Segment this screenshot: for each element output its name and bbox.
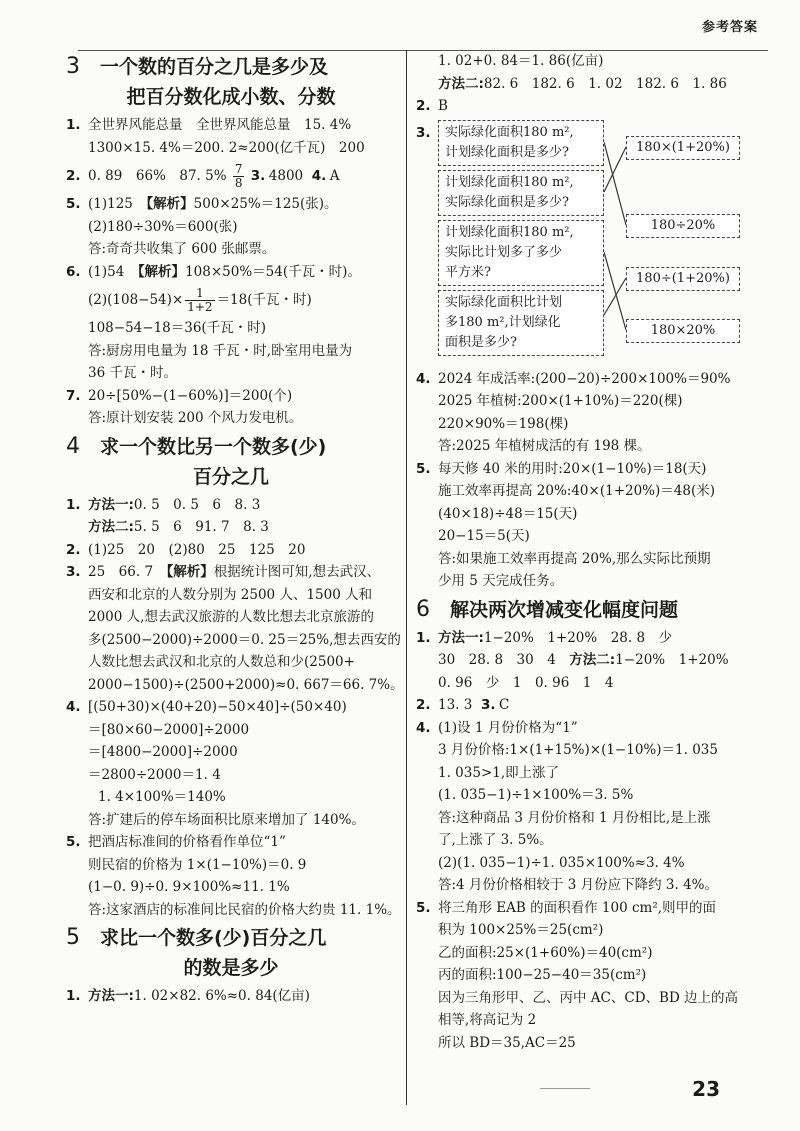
match-left-box-1: 实际绿化面积180 m², 计划绿化面积是多少?	[438, 120, 604, 166]
s4-question-3: 3. 25 66. 7 【解析】根据统计图可知,想去武汉、 西安和北京的人数分别为 2500 人、1500 人和 2000 人,想去武汉旅游的人数比想去北京旅游的 多(2500−2000)÷2000＝0. 25＝25%,想去西安的 人数比想去武汉和北京的人数总和少(2500+ 2000−1500)÷(2500+2000)≈0. 667＝66. 7%。	[66, 564, 404, 693]
s5-question-4: 4. 2024 年成活率:(200−20)÷200×100%＝90% 2025 年植树:200×(1+10%)＝220(棵) 220×90%＝198(棵) 答:2025 年植树成活的有 198 棵。	[416, 370, 731, 454]
section-4-title: 4 求一个数比另一个数多(少) 百分之几	[66, 433, 327, 488]
column-divider	[406, 50, 407, 1105]
match-right-box-2: 180÷20%	[626, 214, 740, 238]
s5-question-3-matching: 3. 实际绿化面积180 m², 计划绿化面积是多少? 计划绿化面积180 m², 实际绿化面积是多少? 计划绿化面积180 m², 实际比计划多了多少 平方米? 实际绿化面积比计划 多180 m²,计划绿化 面积是多少? 180×(1+20%) 180÷20% 180÷(1+20%) 180×20%	[416, 120, 746, 364]
match-left-box-3: 计划绿化面积180 m², 实际比计划多了多少 平方米?	[438, 220, 604, 286]
fraction-7-8: $\frac{7}{8}$	[234, 162, 243, 190]
s3-question-6: 6. (1)54 【解析】108×50%＝54(千瓦・时)。 (2)(108−54)× $\frac{1}{1+2}$ ＝18(千瓦・时) 108−54−18＝36(千瓦・时) 答:厨房用电量为 18 千瓦・时,卧室用电量为 36 千瓦・时。	[66, 263, 361, 381]
match-left-box-4: 实际绿化面积比计划 多180 m²,计划绿化 面积是多少?	[438, 290, 604, 356]
s5-q1-method-2: 方法二:82. 6 182. 6 1. 02 182. 6 1. 86	[438, 75, 727, 92]
match-right-box-4: 180×20%	[626, 319, 740, 343]
match-right-box-3: 180÷(1+20%)	[626, 267, 740, 291]
s5-q1-continued: 1. 02+0. 84＝1. 86(亿亩)	[438, 53, 604, 69]
s4-question-4: 4. [(50+30)×(40+20)−50×40]÷(50×40) ＝[80×60−2000]÷2000 ＝[4800−2000]÷2000 ＝2800÷2000＝1. 4 1. 4×100%＝140% 答:扩建后的停车场面积比原来增加了 140%。	[66, 699, 365, 828]
s4-question-2: 2. (1)25 20 (2)80 25 125 20	[66, 541, 306, 558]
s4-question-5: 5. 把酒店标准间的价格看作单位“1” 则民宿的价格为 1×(1−10%)＝0. 9 (1−0. 9)÷0. 9×100%≈11. 1% 答:这家酒店的标准间比民宿的价格大约贵 11. 1%。	[66, 834, 401, 918]
match-right-box-1: 180×(1+20%)	[626, 136, 740, 160]
left-column	[66, 50, 404, 1008]
s6-question-2-3: 2. 13. 3 3. C	[416, 697, 510, 713]
footer-mark	[540, 1088, 590, 1089]
s5-question-1: 1. 方法一:1. 02×82. 6%≈0. 84(亿亩)	[66, 988, 310, 1004]
fraction-1-over-1plus2: $\frac{1}{1+2}$	[187, 286, 213, 314]
s4-question-1: 1. 方法一:0. 5 0. 5 6 8. 3 方法二:5. 5 6 91. 7 8. 3	[66, 496, 269, 535]
s6-question-5: 5. 将三角形 EAB 的面积看作 100 cm²,则甲的面 积为 100×25%＝25(cm²) 乙的面积:25×(1+60%)＝40(cm²) 丙的面积:100−25−40＝35(cm²) 因为三角形甲、乙、丙中 AC、CD、BD 边上的高 相等,将高记为 2 所以 BD＝35,AC＝25	[416, 899, 739, 1051]
s3-question-2-4: 2. 0. 89 66% 87. 5% $\frac{7}{8}$ 3. 4800 4. A	[66, 162, 340, 190]
right-column	[416, 50, 746, 1054]
section-6-title: 6 解决两次增减变化幅度问题	[416, 596, 679, 622]
s5-question-2: 2. B	[416, 98, 448, 114]
page-header	[0, 6, 800, 46]
match-left-box-2: 计划绿化面积180 m², 实际绿化面积是多少?	[438, 170, 604, 216]
s6-question-4: 4. (1)设 1 月份价格为“1” 3 月份价格:1×(1+15%)×(1−10%)＝1. 035 1. 035>1,即上涨了 (1. 035−1)÷1×100%＝3. 5% 答:这种商品 3 月份价格和 1 月份相比,是上涨 了,上涨了 3. 5%。 (2)(1. 035−1)÷1. 035×100%≈3. 4% 答:4 月份价格相较于 3 月份应下降约 3. 4%。	[416, 719, 718, 893]
s3-question-1: 1. 全世界风能总量 全世界风能总量 15. 4% 1300×15. 4%＝200. 2≈200(亿千瓦) 200	[66, 117, 365, 156]
s6-question-1: 1. 方法一:1−20% 1+20% 28. 8 少 30 28. 8 30 4 方法二:1−20% 1+20% 0. 96 少 1 0. 96 1 4	[416, 629, 729, 691]
header-label: 参考答案	[701, 20, 758, 35]
s3-question-7: 7. 20÷[50%−(1−60%)]＝200(个) 答:原计划安装 200 个风力发电机。	[66, 387, 303, 426]
section-3-title: 3 一个数的百分之几是多少及 把百分数化成小数、分数	[66, 54, 336, 108]
s3-question-5: 5. (1)125 【解析】500×25%＝125(张)。 (2)180÷30%＝600(张) 答:奇奇共收集了 600 张邮票。	[66, 196, 338, 257]
section-5-title: 5 求比一个数多(少)百分之几 的数是多少	[66, 925, 327, 979]
page-number: 23	[692, 1077, 720, 1101]
s5-question-5: 5. 每天修 40 米的用时:20×(1−10%)＝18(天) 施工效率再提高 20%:40×(1+20%)＝48(米) (40×18)÷48＝15(天) 20−15＝5(天) 答:如果施工效率再提高 20%,那么实际比预期 少用 5 天完成任务。	[416, 460, 715, 589]
